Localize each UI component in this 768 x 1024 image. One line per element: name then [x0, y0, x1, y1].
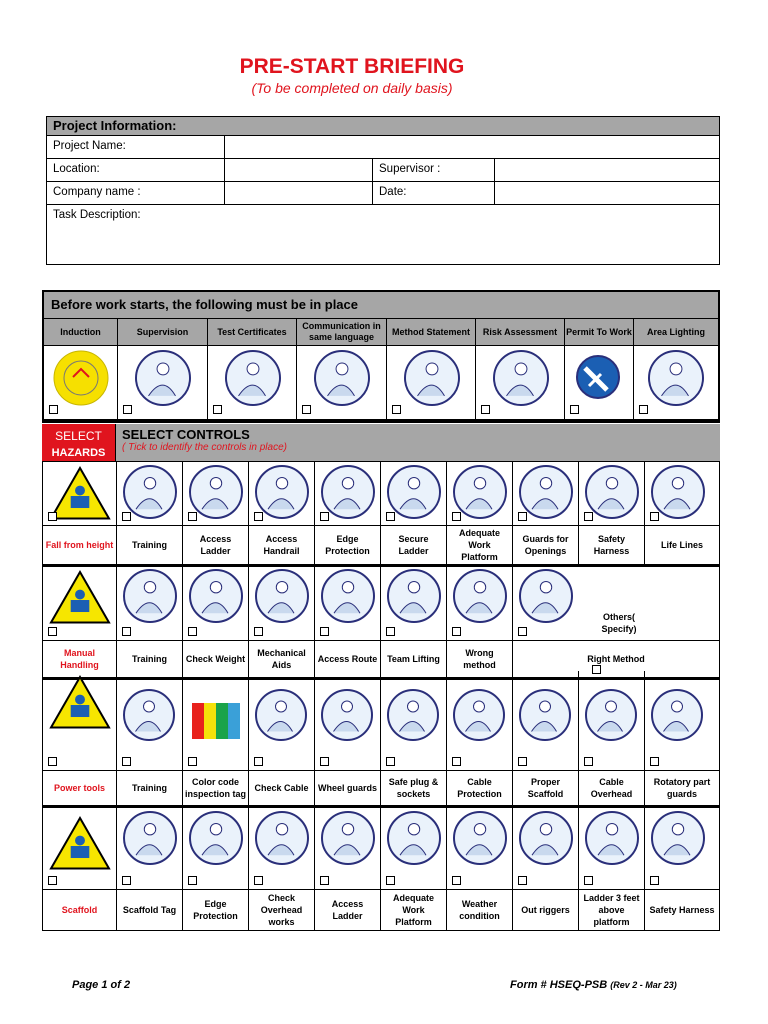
- control-pictogram-icon: [453, 811, 507, 865]
- control-label: Check Overhead works: [249, 890, 315, 930]
- control-checkbox[interactable]: [386, 627, 395, 636]
- hazard-checkbox[interactable]: [48, 512, 57, 521]
- control-pictogram-cell: [579, 671, 645, 770]
- company-field[interactable]: [225, 182, 373, 204]
- induction-badge-icon: [51, 349, 111, 407]
- control-label: Safety Harness: [649, 905, 715, 915]
- control-pictogram-icon: [321, 569, 375, 623]
- hazard-row: [42, 566, 720, 680]
- task-description-field[interactable]: [47, 205, 719, 264]
- work-starts-item-label: Induction: [44, 319, 118, 345]
- control-pictogram-icon: [519, 811, 573, 865]
- control-pictogram-icon: [255, 569, 309, 623]
- control-checkbox[interactable]: [122, 512, 131, 521]
- control-label: Check Weight: [183, 641, 249, 677]
- control-label: Mechanical Aids: [249, 641, 315, 677]
- control-pictogram-cell: [513, 462, 579, 525]
- control-label: Check Cable: [249, 771, 315, 805]
- control-label: Right Method: [587, 654, 645, 664]
- control-label: Scaffold Tag: [117, 890, 183, 930]
- color-code-tag-icon: [192, 703, 240, 739]
- page-number: Page 1 of 2: [72, 979, 131, 991]
- hazard-label: Manual Handling: [43, 641, 117, 677]
- work-starts-item-label: Method Statement: [387, 319, 476, 345]
- select-label: SELECT: [55, 429, 102, 443]
- control-checkbox[interactable]: [518, 627, 527, 636]
- hazard-warning-icon: [49, 466, 111, 521]
- control-pictogram-cell: [447, 808, 513, 889]
- control-checkbox[interactable]: [452, 627, 461, 636]
- work-starts-checkbox[interactable]: [392, 405, 401, 414]
- control-pictogram-icon: [585, 689, 637, 741]
- control-label: Access Ladder: [183, 526, 249, 564]
- control-checkbox[interactable]: [386, 876, 395, 885]
- page-title: PRE-START BRIEFING: [239, 55, 465, 78]
- control-checkbox[interactable]: [518, 876, 527, 885]
- control-label: Edge Protection: [315, 526, 381, 564]
- control-pictogram-icon: [123, 811, 177, 865]
- hazard-checkbox[interactable]: [48, 757, 57, 766]
- control-pictogram-cell: [513, 566, 719, 640]
- control-pictogram-icon: [321, 689, 373, 741]
- control-pictogram-cell: [579, 462, 645, 525]
- work-starts-item-cell: [297, 346, 387, 419]
- work-starts-table: [42, 290, 720, 423]
- location-label: Location:: [47, 159, 225, 181]
- control-pictogram-icon: [189, 465, 243, 519]
- work-starts-pictogram-icon: [314, 350, 370, 406]
- work-starts-checkbox[interactable]: [49, 405, 58, 414]
- control-checkbox[interactable]: [122, 757, 131, 766]
- work-starts-checkbox[interactable]: [570, 405, 579, 414]
- control-pictogram-cell: [381, 671, 447, 770]
- task-description-label: Task Description:: [53, 209, 141, 221]
- control-pictogram-icon: [519, 465, 573, 519]
- control-pictogram-cell: [381, 462, 447, 525]
- control-label: Wheel guards: [315, 771, 381, 805]
- control-label: Cable Protection: [447, 771, 513, 805]
- project-name-label: Project Name:: [47, 136, 225, 158]
- work-starts-pictogram-icon: [493, 350, 549, 406]
- control-checkbox[interactable]: [188, 876, 197, 885]
- control-pictogram-cell: [315, 566, 381, 640]
- control-pictogram-icon: [453, 569, 507, 623]
- control-label: Access Handrail: [249, 526, 315, 564]
- control-pictogram-icon: [651, 811, 705, 865]
- control-pictogram-cell: [117, 671, 183, 770]
- control-checkbox[interactable]: [452, 512, 461, 521]
- control-pictogram-icon: [123, 689, 175, 741]
- control-checkbox[interactable]: [452, 757, 461, 766]
- control-pictogram-icon: [651, 465, 705, 519]
- control-label: Out riggers: [513, 890, 579, 930]
- hazard-label: Power tools: [43, 771, 117, 805]
- control-checkbox[interactable]: [386, 512, 395, 521]
- supervisor-label: Supervisor :: [373, 159, 495, 181]
- work-starts-item-cell: [634, 346, 718, 419]
- control-pictogram-cell: [315, 808, 381, 889]
- work-starts-item-label: Permit To Work: [565, 319, 634, 345]
- control-label: Secure Ladder: [381, 526, 447, 564]
- work-starts-checkbox[interactable]: [481, 405, 490, 414]
- company-label: Company name :: [47, 182, 225, 204]
- form-revision: (Rev 2 - Mar 23): [610, 980, 677, 990]
- control-pictogram-cell: [447, 462, 513, 525]
- control-checkbox[interactable]: [452, 876, 461, 885]
- control-pictogram-cell: [645, 671, 719, 770]
- control-pictogram-cell: [447, 671, 513, 770]
- hazard-warning-icon: [49, 570, 111, 625]
- control-pictogram-icon: [585, 465, 639, 519]
- control-pictogram-cell: [381, 566, 447, 640]
- control-pictogram-cell: [117, 566, 183, 640]
- select-controls-header: [42, 424, 720, 462]
- hazard-label: Scaffold: [43, 890, 117, 930]
- control-pictogram-icon: [123, 465, 177, 519]
- control-checkbox[interactable]: [122, 876, 131, 885]
- hazard-checkbox[interactable]: [48, 627, 57, 636]
- control-pictogram-icon: [519, 569, 573, 623]
- hazard-row: [42, 462, 720, 567]
- hazard-row: [42, 808, 720, 931]
- control-checkbox[interactable]: [386, 757, 395, 766]
- control-checkbox[interactable]: [584, 876, 593, 885]
- select-controls-title: SELECT CONTROLS: [122, 427, 250, 442]
- control-pictogram-cell: [183, 462, 249, 525]
- control-pictogram-cell: [117, 462, 183, 525]
- control-pictogram-cell: [513, 808, 579, 889]
- hazard-warning-icon: [49, 816, 111, 871]
- control-pictogram-icon: [453, 689, 505, 741]
- control-pictogram-cell: [249, 808, 315, 889]
- work-starts-item-cell: [118, 346, 208, 419]
- hazard-checkbox[interactable]: [48, 876, 57, 885]
- control-pictogram-cell: [645, 462, 719, 525]
- work-starts-item-label: Area Lighting: [634, 319, 718, 345]
- work-starts-item-label: Test Certificates: [208, 319, 297, 345]
- work-starts-pictogram-icon: [135, 350, 191, 406]
- control-pictogram-cell: [249, 671, 315, 770]
- control-label: Life Lines: [660, 540, 703, 550]
- work-starts-item-cell: [387, 346, 476, 419]
- control-pictogram-icon: [387, 811, 441, 865]
- control-checkbox[interactable]: [650, 757, 659, 766]
- work-starts-item-label: Communication in same language: [297, 319, 387, 345]
- project-information-table: [46, 116, 720, 265]
- control-pictogram-icon: [651, 689, 703, 741]
- control-label: Adequate Work Platform: [447, 526, 513, 564]
- control-checkbox[interactable]: [188, 627, 197, 636]
- control-pictogram-icon: [585, 811, 639, 865]
- control-checkbox[interactable]: [584, 757, 593, 766]
- control-pictogram-icon: [189, 811, 243, 865]
- permit-to-work-icon: [575, 354, 621, 400]
- control-label: Cable Overhead: [579, 771, 645, 805]
- hazard-pictogram-cell: [43, 671, 117, 770]
- control-pictogram-cell: [447, 566, 513, 640]
- control-label: Training: [117, 641, 183, 677]
- work-starts-item-cell: [208, 346, 297, 419]
- control-label: Team Lifting: [381, 641, 447, 677]
- hazard-pictogram-cell: [43, 462, 117, 525]
- work-starts-item-label: Supervision: [118, 319, 208, 345]
- control-pictogram-cell: [183, 671, 249, 770]
- control-label: Access Route: [315, 641, 381, 677]
- control-label: Proper Scaffold: [513, 771, 579, 805]
- date-field[interactable]: [495, 182, 719, 204]
- control-checkbox[interactable]: [320, 627, 329, 636]
- control-checkbox[interactable]: [650, 876, 659, 885]
- location-field[interactable]: [225, 159, 373, 181]
- work-starts-checkbox[interactable]: [302, 405, 311, 414]
- control-pictogram-icon: [255, 465, 309, 519]
- control-pictogram-cell: [513, 671, 579, 770]
- control-checkbox[interactable]: [122, 627, 131, 636]
- control-checkbox[interactable]: [320, 512, 329, 521]
- control-label: Training: [117, 526, 183, 564]
- control-pictogram-cell: [183, 566, 249, 640]
- work-starts-checkbox[interactable]: [639, 405, 648, 414]
- work-starts-pictogram-icon: [225, 350, 281, 406]
- work-starts-header: Before work starts, the following must be in place: [44, 292, 718, 319]
- work-starts-pictogram-icon: [648, 350, 704, 406]
- control-checkbox[interactable]: [188, 512, 197, 521]
- control-checkbox[interactable]: [650, 512, 659, 521]
- control-label: Rotatory part guards: [653, 777, 711, 799]
- control-pictogram-icon: [255, 689, 307, 741]
- control-checkbox[interactable]: [188, 757, 197, 766]
- hazards-label: HAZARDS: [51, 447, 106, 459]
- control-pictogram-icon: [255, 811, 309, 865]
- control-label: Training: [117, 771, 183, 805]
- work-starts-item-label: Risk Assessment: [476, 319, 565, 345]
- control-pictogram-cell: [117, 808, 183, 889]
- control-label: Ladder 3 feet above platform: [579, 890, 645, 930]
- work-starts-checkbox[interactable]: [213, 405, 222, 414]
- control-checkbox[interactable]: [254, 876, 263, 885]
- control-label: Safety Harness: [579, 526, 645, 564]
- control-pictogram-cell: [249, 566, 315, 640]
- control-pictogram-icon: [387, 689, 439, 741]
- work-starts-item-cell: [565, 346, 634, 419]
- control-pictogram-cell: [579, 808, 645, 889]
- date-label: Date:: [373, 182, 495, 204]
- supervisor-field[interactable]: [495, 159, 719, 181]
- control-checkbox[interactable]: [254, 512, 263, 521]
- control-pictogram-cell: [381, 808, 447, 889]
- control-checkbox[interactable]: [320, 757, 329, 766]
- control-label: Safe plug & sockets: [381, 771, 447, 805]
- control-label: Color code inspection tag: [183, 771, 249, 805]
- control-pictogram-icon: [189, 569, 243, 623]
- control-label: Guards for Openings: [513, 526, 579, 564]
- control-pictogram-icon: [321, 811, 375, 865]
- select-controls-hint: ( Tick to identify the controls in place): [122, 442, 287, 453]
- hazard-row: [42, 671, 720, 808]
- hazard-pictogram-cell: [43, 808, 117, 889]
- work-starts-pictogram-icon: [404, 350, 460, 406]
- control-pictogram-cell: [249, 462, 315, 525]
- hazard-label: Fall from height: [43, 526, 117, 564]
- others-specify-label: Others( Specify): [601, 612, 637, 634]
- control-pictogram-cell: [315, 671, 381, 770]
- control-pictogram-icon: [453, 465, 507, 519]
- control-pictogram-cell: [315, 462, 381, 525]
- form-number: Form # HSEQ-PSB (Rev 2 - Mar 23): [510, 979, 677, 991]
- control-checkbox[interactable]: [320, 876, 329, 885]
- work-starts-item-cell: [476, 346, 565, 419]
- control-pictogram-icon: [387, 569, 441, 623]
- page-subtitle: (To be completed on daily basis): [251, 80, 453, 96]
- control-pictogram-icon: [123, 569, 177, 623]
- control-label: Edge Protection: [183, 890, 249, 930]
- control-label: Access Ladder: [315, 890, 381, 930]
- control-label: Wrong method: [447, 641, 513, 677]
- control-pictogram-icon: [321, 465, 375, 519]
- hazard-warning-icon: [49, 675, 111, 730]
- control-checkbox[interactable]: [584, 512, 593, 521]
- work-starts-checkbox[interactable]: [123, 405, 132, 414]
- hazard-pictogram-cell: [43, 566, 117, 640]
- control-checkbox[interactable]: [254, 627, 263, 636]
- project-name-field[interactable]: [225, 136, 719, 158]
- control-checkbox[interactable]: [518, 757, 527, 766]
- control-checkbox[interactable]: [518, 512, 527, 521]
- control-pictogram-icon: [519, 689, 571, 741]
- control-label: Adequate Work Platform: [381, 890, 447, 930]
- work-starts-item-cell: [44, 346, 118, 419]
- control-label: Weather condition: [447, 890, 513, 930]
- control-pictogram-cell: [645, 808, 719, 889]
- project-information-header: Project Information:: [47, 117, 719, 136]
- control-pictogram-icon: [387, 465, 441, 519]
- control-checkbox[interactable]: [254, 757, 263, 766]
- control-pictogram-cell: [183, 808, 249, 889]
